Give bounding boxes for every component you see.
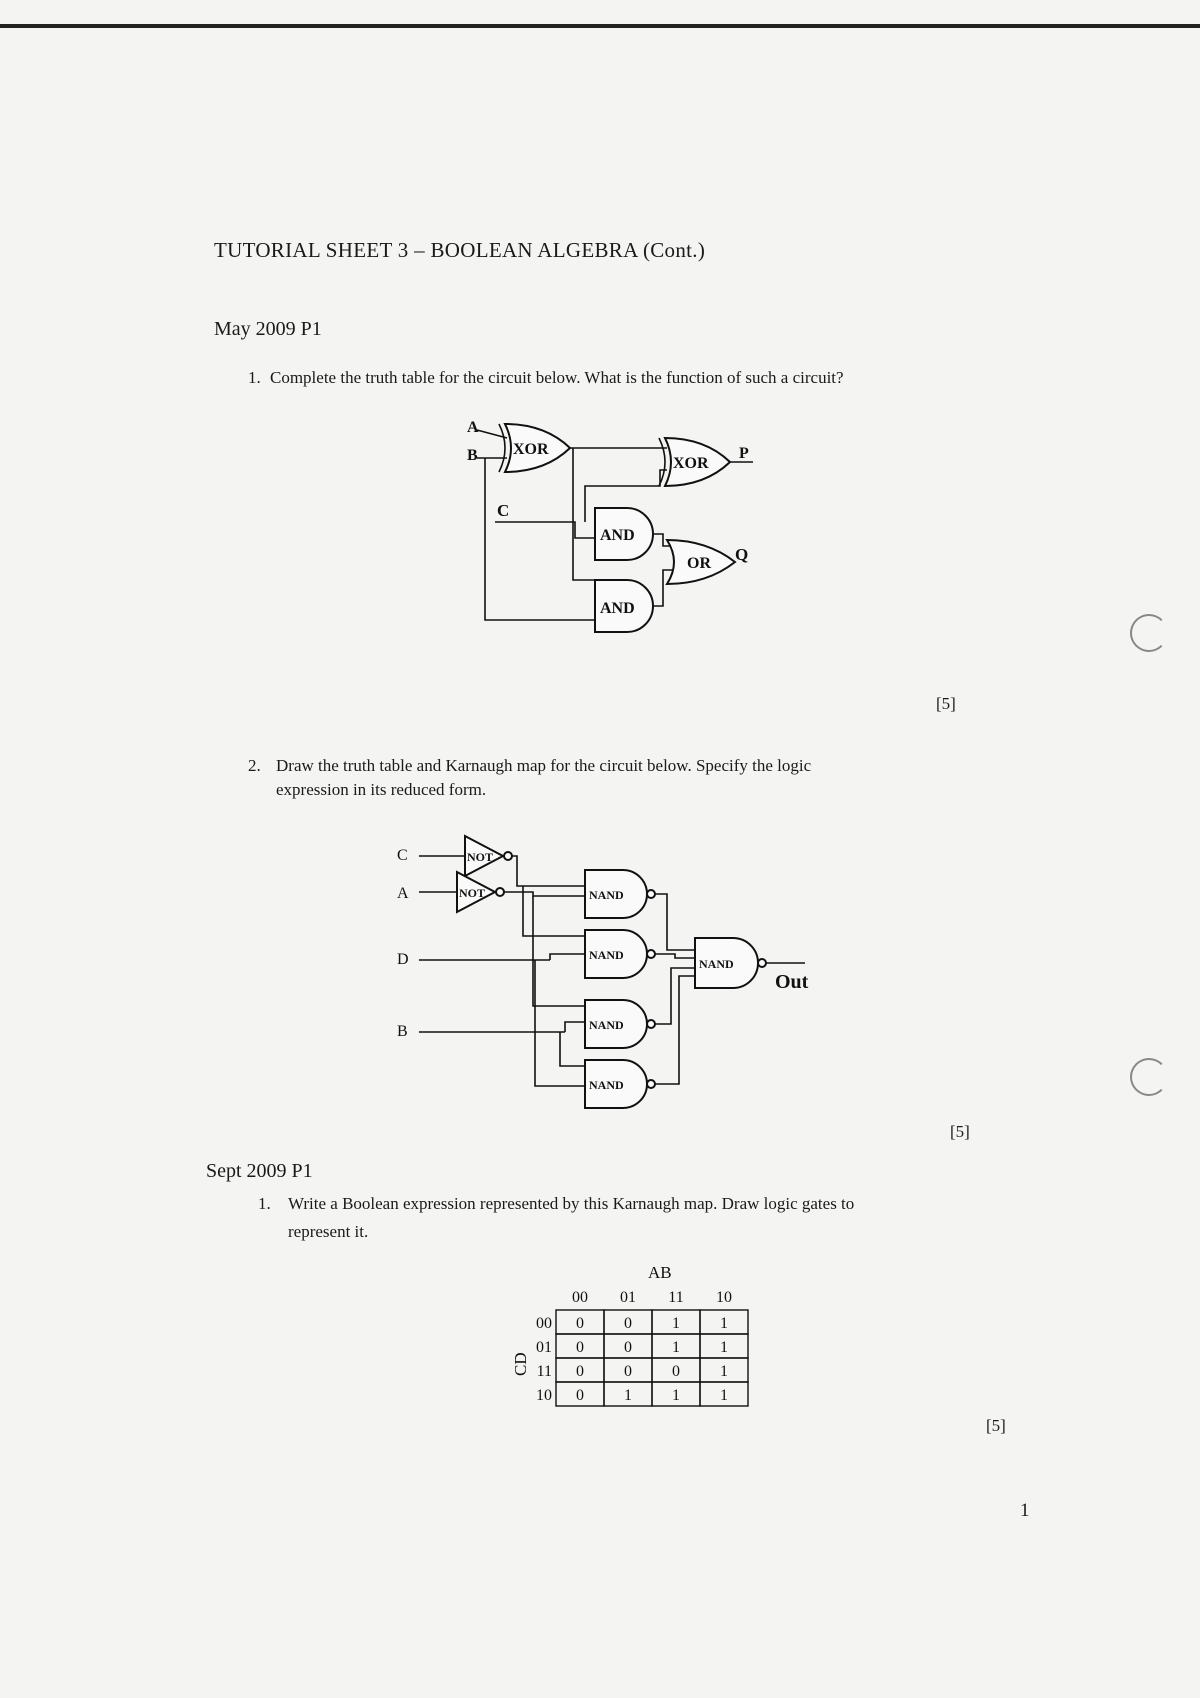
nand-gate-1 bbox=[585, 870, 655, 918]
wire-b-route bbox=[565, 1022, 585, 1032]
kmap-cell-value: 1 bbox=[720, 1387, 728, 1404]
question-2-marks: [5] bbox=[950, 1122, 970, 1141]
circuit-1-output-q: Q bbox=[735, 545, 749, 564]
nand-gate-2 bbox=[585, 930, 655, 978]
question-3-text-line1: Write a Boolean expression represented by this Karnaugh map. Draw logic gates to bbox=[288, 1194, 855, 1213]
wire-d-down bbox=[535, 960, 585, 1086]
wire-d-route bbox=[550, 954, 585, 960]
circuit-2-input-a: A bbox=[397, 885, 409, 902]
kmap-cell-value: 0 bbox=[672, 1363, 680, 1380]
not-gate-c-label: NOT bbox=[467, 850, 494, 864]
nand-gate-4-label: NAND bbox=[589, 1078, 624, 1092]
and-gate-1 bbox=[595, 508, 653, 560]
kmap-cell-value: 0 bbox=[576, 1387, 584, 1404]
nand-gate-final bbox=[695, 938, 766, 988]
circuit-1-diagram bbox=[455, 410, 775, 635]
nand-gate-final-label: NAND bbox=[699, 957, 734, 971]
kmap-row-header: 11 bbox=[536, 1363, 552, 1380]
circuit-1-input-a: A bbox=[467, 419, 479, 436]
circuit-1-input-b: B bbox=[467, 447, 478, 464]
kmap-cell-value: 1 bbox=[672, 1387, 680, 1404]
kmap-row-header: 10 bbox=[536, 1387, 552, 1404]
question-2-number: 2. bbox=[248, 756, 261, 775]
wire-c bbox=[495, 522, 597, 538]
punch-hole-top bbox=[1130, 614, 1168, 652]
question-2-text-line2: expression in its reduced form. bbox=[276, 780, 487, 799]
kmap-cell-value: 0 bbox=[624, 1315, 632, 1332]
page-number: 1 bbox=[1020, 1500, 1030, 1521]
question-2-text-line1: Draw the truth table and Karnaugh map for the circuit below. Specify the logic bbox=[276, 756, 812, 775]
xor-gate-2-label: XOR bbox=[673, 455, 709, 472]
wire-notc-bus bbox=[512, 856, 585, 886]
kmap-col-var: AB bbox=[648, 1263, 672, 1282]
and-gate-2 bbox=[595, 580, 653, 632]
question-3-marks: [5] bbox=[986, 1416, 1006, 1435]
section-heading-may-2009: May 2009 P1 bbox=[214, 318, 322, 340]
not-gate-c bbox=[465, 836, 512, 876]
wire-n2-out bbox=[655, 954, 695, 958]
kmap-col-header: 10 bbox=[716, 1289, 732, 1306]
kmap-cell-value: 0 bbox=[576, 1339, 584, 1356]
xor-gate-1-label: XOR bbox=[513, 441, 549, 458]
wire-b-down bbox=[485, 458, 605, 620]
circuit-2-output-label: Out bbox=[775, 971, 809, 993]
nand-gate-1-label: NAND bbox=[589, 888, 624, 902]
circuit-1-output-p: P bbox=[739, 445, 749, 462]
or-gate-label: OR bbox=[687, 555, 711, 572]
circuit-2-input-c: C bbox=[397, 847, 408, 864]
wire-n1-out bbox=[655, 894, 695, 950]
kmap-cell-value: 1 bbox=[672, 1339, 680, 1356]
kmap-row-header: 01 bbox=[536, 1339, 552, 1356]
nand-gate-2-label: NAND bbox=[589, 948, 624, 962]
section-heading-sept-2009: Sept 2009 P1 bbox=[206, 1160, 313, 1182]
page-title: TUTORIAL SHEET 3 – BOOLEAN ALGEBRA (Cont.) bbox=[214, 238, 706, 262]
question-1-text: Complete the truth table for the circuit below. What is the function of such a circuit? bbox=[270, 368, 844, 387]
xor-gate-2 bbox=[659, 438, 730, 486]
kmap-col-header: 11 bbox=[668, 1289, 684, 1306]
kmap-row-var: CD bbox=[511, 1352, 530, 1376]
kmap-col-header: 01 bbox=[620, 1289, 636, 1306]
kmap-cell-value: 0 bbox=[624, 1339, 632, 1356]
question-3-text-line2: represent it. bbox=[288, 1222, 369, 1241]
kmap-cell-value: 1 bbox=[720, 1363, 728, 1380]
kmap-row-header: 00 bbox=[536, 1315, 552, 1332]
nand-gate-4 bbox=[585, 1060, 655, 1108]
kmap-col-header: 00 bbox=[572, 1289, 588, 1306]
circuit-2-input-b: B bbox=[397, 1023, 408, 1040]
not-gate-a-label: NOT bbox=[459, 886, 486, 900]
nand-gate-3-label: NAND bbox=[589, 1018, 624, 1032]
wire-n4-out bbox=[655, 976, 695, 1084]
kmap-cell-value: 1 bbox=[672, 1315, 680, 1332]
kmap-cell-value: 1 bbox=[720, 1339, 728, 1356]
wire-nota-down bbox=[533, 896, 585, 1006]
kmap-cell-value: 0 bbox=[576, 1315, 584, 1332]
kmap-cell-value: 0 bbox=[624, 1363, 632, 1380]
scan-top-edge bbox=[0, 24, 1200, 28]
nand-gate-3 bbox=[585, 1000, 655, 1048]
kmap-cell-value: 1 bbox=[624, 1387, 632, 1404]
kmap-cell-value: 0 bbox=[576, 1363, 584, 1380]
circuit-2-diagram bbox=[395, 826, 815, 1126]
karnaugh-map bbox=[500, 1258, 780, 1418]
question-3-number: 1. bbox=[258, 1194, 271, 1213]
circuit-1-input-c: C bbox=[497, 501, 510, 520]
wire-b-down bbox=[560, 1032, 585, 1066]
or-gate bbox=[667, 540, 735, 584]
not-gate-a bbox=[457, 872, 504, 912]
kmap-cell-value: 1 bbox=[720, 1315, 728, 1332]
xor-gate-1 bbox=[499, 424, 570, 472]
question-1-marks: [5] bbox=[936, 694, 956, 713]
and-gate-2-label: AND bbox=[600, 600, 635, 617]
question-1-number: 1. bbox=[248, 368, 261, 387]
punch-hole-bottom bbox=[1130, 1058, 1168, 1096]
and-gate-1-label: AND bbox=[600, 527, 635, 544]
circuit-2-input-d: D bbox=[397, 951, 409, 968]
wire-nota-bus bbox=[504, 892, 585, 896]
